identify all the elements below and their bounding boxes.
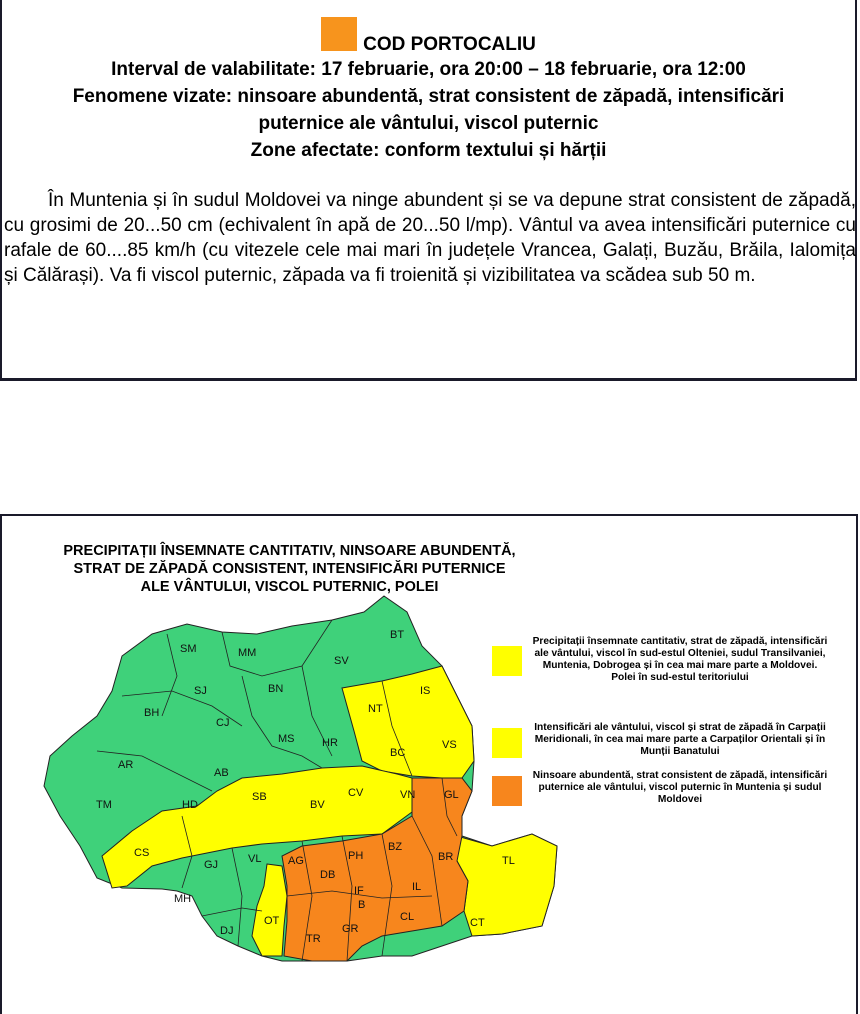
affected-zones: Zone afectate: conform textului și hărții: [250, 140, 607, 161]
label-tr: TR: [306, 933, 321, 945]
label-sm: SM: [180, 643, 197, 655]
label-cv: CV: [348, 787, 364, 799]
label-gr: GR: [342, 923, 359, 935]
label-ab: AB: [214, 767, 229, 779]
label-cs: CS: [134, 847, 150, 859]
label-tm: TM: [96, 799, 112, 811]
label-bt: BT: [390, 629, 405, 641]
label-if: IF: [354, 885, 364, 897]
label-bz: BZ: [388, 841, 403, 853]
label-ot: OT: [264, 915, 280, 927]
label-b: B: [358, 899, 366, 911]
label-db: DB: [320, 869, 336, 881]
label-is: IS: [420, 685, 431, 697]
label-cl: CL: [400, 911, 415, 923]
map-title: PRECIPITAȚII ÎNSEMNATE CANTITATIV, NINSOARE ABUNDENTĂ, STRAT DE ZĂPADĂ CONSISTENT, INTENSIFICĂRI PUTERNICE ALE VÂNTULUI, VISCOL PUTERNIC, POLEI: [63, 543, 516, 595]
legend-text-1: Precipitații însemnate cantitativ, strat de zăpadă, intensificări ale vântului, viscol în sud-estul Olteniei, sudul Transilvaniei, Muntenia, Dobrogea și în cea mai mare parte a Moldovei. Polei în sud-estul teritoriului: [532, 636, 828, 683]
label-dj: DJ: [220, 925, 234, 937]
label-sj: SJ: [194, 685, 207, 697]
legend-text-2: Intensificări ale vântului, viscol și strat de zăpadă în Carpații Meridionali, în cea mai mare parte a Carpaților Orientali și în Munții Banatului: [534, 722, 826, 757]
label-gj: GJ: [204, 859, 219, 871]
label-hr: HR: [322, 737, 338, 749]
label-il: IL: [412, 881, 422, 893]
label-sb: SB: [252, 791, 267, 803]
label-bc: BC: [390, 747, 406, 759]
legend-item-1: [492, 636, 830, 684]
legend-item-3: [492, 770, 830, 806]
label-ms: MS: [278, 733, 295, 745]
label-nt: NT: [368, 703, 383, 715]
legend-swatch-yellow-2: [492, 728, 522, 758]
label-bv: BV: [310, 799, 325, 811]
label-vn: VN: [400, 789, 416, 801]
legend-swatch-orange: [492, 776, 522, 806]
label-ph: PH: [348, 850, 364, 862]
label-sv: SV: [334, 655, 349, 667]
validity-interval: Interval de valabilitate: 17 februarie, ora 20:00 – 18 februarie, ora 12:00: [111, 59, 746, 80]
orange-code-swatch: [321, 17, 357, 51]
phenomena-line-2: puternice ale vântului, viscol puternic: [258, 113, 599, 134]
legend-swatch-yellow-1: [492, 646, 522, 676]
label-ag: AG: [288, 855, 304, 867]
label-mm: MM: [238, 647, 257, 659]
label-hd: HD: [182, 799, 198, 811]
code-header: [2, 22, 855, 56]
code-label: COD PORTOCALIU: [363, 34, 536, 55]
label-br: BR: [438, 851, 454, 863]
label-vs: VS: [442, 739, 457, 751]
label-ar: AR: [118, 759, 134, 771]
phenomena-line-1: Fenomene vizate: ninsoare abundentă, strat consistent de zăpadă, intensificări: [72, 86, 785, 107]
warning-body: În Muntenia și în sudul Moldovei va ninge abundent și se va depune strat consistent de zăpadă, cu grosimi de 20...50 cm (echivalent în apă de 20...50 l/mp). Vântul va avea intensificări puternice cu rafale de 60....85 km/h (cu vitezele cele mai mari în județele Vrancea, Galați, Buzău, Brăila, Ialomița și Călărași). Va fi viscol puternic, zăpada va fi troienită și vizibilitatea va scădea sub 50 m.: [4, 190, 856, 286]
map-panel: [0, 514, 858, 1014]
label-vl: VL: [248, 853, 262, 865]
label-tl: TL: [502, 855, 515, 867]
label-ct: CT: [470, 917, 485, 929]
label-gl: GL: [444, 789, 459, 801]
label-bh: BH: [144, 707, 160, 719]
legend-item-2: [492, 722, 830, 758]
label-cj: CJ: [216, 717, 230, 729]
label-bn: BN: [268, 683, 284, 695]
legend-text-3: Ninsoare abundentă, strat consistent de zăpadă, intensificări puternice ale vântului, viscol puternic în Muntenia și sudul Moldovei: [532, 770, 828, 805]
warning-panel: [0, 0, 857, 381]
label-mh: MH: [174, 893, 192, 905]
